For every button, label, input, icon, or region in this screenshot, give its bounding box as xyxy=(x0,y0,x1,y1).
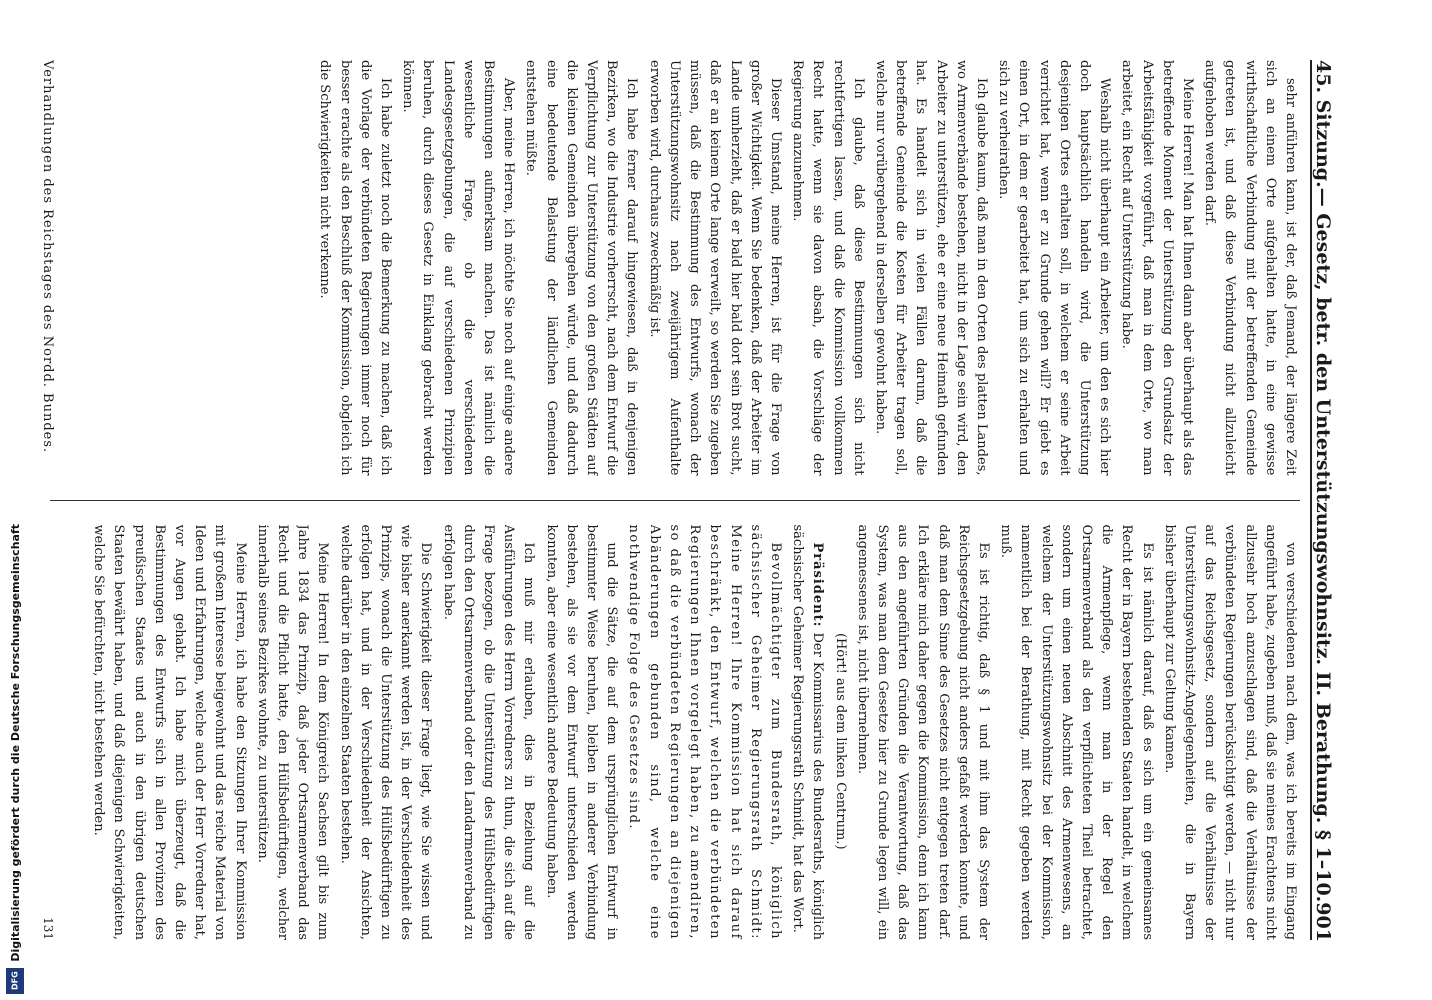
paragraph: sehr anführen kann, ist der, daß Jemand, der längere Zeit sich an einem Orte aufgehalten hatte, in eine gewisse wirthschaftliche Verbindung mit der betreffenden Gemeinde getreten ist, und daß diese Verbindung nicht allzuleicht aufgehoben werden darf. xyxy=(1202,60,1298,476)
column-right xyxy=(50,525,1300,941)
page-number: 901 xyxy=(1312,902,1334,942)
text-columns xyxy=(50,60,1300,940)
digitization-credit: Digitalisierung gefördert durch die Deutsche Forschungsgemeinschaft xyxy=(8,524,22,962)
paragraph: von verschiedenen nach dem, was ich bereits im Eingang angeführt habe, zugeben muß, daß sie meines Erachtens nicht allzusehr hoch anzuschlagen sind, daß die Verhältnisse der verbündeten Regierungen berücksichtigt werden, — nicht nur auf das Reichsgesetz, sondern auf die Verhältnisse der Unterstützungswohnsitz-Angelegenheiten, die in Bayern bisher überhaupt zur Geltung kamen. xyxy=(1161,524,1298,940)
paragraph: Ich glaube, daß diese Bestimmungen sich nicht rechtfertigen lassen, und daß die Kommission vollkommen Recht hatte, wenn sie davon absah, die Vorschläge der Regierung anzunehmen. xyxy=(790,60,866,476)
paragraph: Die Schwierigkeit dieser Frage liegt, wie Sie wissen und wie bisher anerkannt werden ist, in der Verschiedenheit des Prinzips, wonach die Unterstützung des Hülfsbedürftigen zu erfolgen hat, und in der Verschiedenheit der Ansichten, welche darüber in den einzelnen Staaten bestehen. xyxy=(337,524,434,940)
session-label: 45. Sitzung. xyxy=(1312,60,1334,188)
column-left xyxy=(50,60,1300,476)
publication-footer: Verhandlungen des Reichstages des Nordd. Bundes. xyxy=(40,60,55,454)
sheet-mark: 131 xyxy=(41,917,55,940)
commissioner-paragraph: Bevollmächtigter zum Bundesrath, königlich sächsischer Geheimer Regierungsrath Schmidt: Meine Herren! Ihre Kommission hat sich darauf beschränkt, den Entwurf, welchen die verbündeten Regierungen Ihnen vorgelegt haben, zu amendiren, so daß die verbündeten Regierungen an diejenigen Abänderungen gebunden sind, welche eine nothwendige Folge des Gesetzes sind. xyxy=(626,524,783,940)
president-paragraph xyxy=(787,525,827,941)
paragraph: Dieser Umstand, meine Herren, ist für die Frage von großer Wichtigkeit. Wenn Sie bedenken, daß der Arbeiter im Lande umherzieht, daß er bald hier bald dort sein Brot sucht, daß er an keinem Orte lange verweilt, so werden Sie zugeben müssen, daß die Bestimmung des Entwurfs, wonach der Unterstützungswohnsitz nach zweijährigem Aufenthalte erworben wird, durchaus zweckmäßig ist. xyxy=(646,60,783,476)
paragraph: Es ist nämlich darauf, daß es sich um ein gemeinsames Recht der in Bayern bestehenden Staaten handelt, in welchem die Armenpflege, wenn man in der Regel den Ortsarmenverband als den verpflichteten Theil betrachtet, sondern um einen neuen Abschnitt des Armenwesens, an welchem der Unterstützungswohnsitz bei der Kommission, namentlich bei der Berathung, mit Recht gegeben werden muß. xyxy=(998,524,1155,940)
paragraph: Meine Herren, ich habe den Sitzungen Ihrer Kommission mit großem Interesse beigewohnt und das reiche Material von Ideen und Erfahrungen, welche auch der Herr Vorredner hat, vor Augen gehabt. Ich habe mich überzeugt, daß die Bestimmungen des Entwurfs sich in allen Provinzen des preußischen Staates und auch in den übrigen deutschen Staaten bewährt haben, und daß diejenigen Schwierigkeiten, welche Sie befürchten, nicht bestehen werden. xyxy=(91,524,248,940)
speaker-text: Der Kommissarius des Bundesraths, königlich sächsischer Geheimer Regierungsrath Schmidt, hat das Wort. xyxy=(790,524,826,940)
paragraph: Ich habe zuletzt noch die Bemerkung zu machen, daß ich die Vorlage der verbündeten Regierungen immer noch für besser erachte als den Beschluß der Kommission, obgleich ich die Schwierigkeiten nicht verkenne. xyxy=(317,60,394,476)
paragraph: Ich muß mir erlauben, dies in Beziehung auf die Ausführungen des Herrn Vorredners zu thun, die sich auf die Frage bezogen, ob die Unterstützung des Hülfsbedürftigen durch den Ortsarmenverband oder den Landarmenverband zu erfolgen habe. xyxy=(440,524,537,940)
dfg-logo-icon: DFG xyxy=(6,968,24,994)
column-divider xyxy=(50,500,1300,501)
paragraph: Weshalb nicht überhaupt ein Arbeiter, um den es sich hier doch hauptsächlich handeln wird, die Unterstützung desjenigen Ortes erhalten soll, in welchem er seine Arbeit verrichtet hat, wenn er zu Grunde gehen will? Er giebt es einen Ort, in dem er gearbeitet hat, um sich zu erhalten und sich zu verheirathen. xyxy=(996,60,1113,476)
paragraph: und die Sätze, die auf dem ursprünglichen Entwurf in bestimmter Weise beruhen, bleiben in anderer Verbindung bestehen, als sie vor dem Entwurf unterschieden werden konnten, aber eine wesentlich andere Bedeutung haben. xyxy=(543,524,620,940)
page-header xyxy=(1310,60,1352,940)
paragraph: Es ist richtig, daß § 1 und mit ihm das System der Reichsgesetzgebung nicht anders gefaßt werden konnte, und daß man dem Sinne des Gesetzes nicht entgegen treten darf. Ich erkläre mich daher gegen die Kommission, denn ich kann aus den angeführten Gründen die Verantwortung, daß das System, was man dem Gesetze hier zu Grunde legen will, ein angemessenes ist, nicht übernehmen. xyxy=(854,524,991,940)
paragraph: Meine Herren! Man hat Ihnen dann aber überhaupt als das betreffende Moment der Unterstützung den Grundsatz der Arbeitsfähigkeit vorgeführt, daß man in dem Orte, wo man arbeitet, ein Recht auf Unterstützung habe. xyxy=(1119,60,1195,476)
paragraph: Ich glaube kaum, daß man in den Orten des platten Landes, wo Armenverbände bestehen, nicht in der Lage sein wird, den Arbeiter zu unterstützen, ehe er eine neue Heimath gefunden hat. Es handelt sich in vielen Fällen darum, daß die betreffende Gemeinde die Kosten für Arbeiter tragen soll, welche nur vorübergehend in derselben gewohnt haben. xyxy=(872,60,989,476)
page-title: — Gesetz, betr. den Unterstützungswohnsitz. II. Berathung. § 1–10. xyxy=(1312,187,1334,903)
speaker-label: Präsident: xyxy=(810,542,826,628)
paragraph: Ich habe ferner darauf hingewiesen, daß in denjenigen Bezirken, wo die Industrie vorherrscht, nach dem Entwurf die Verpflichtung zur Unterstützung von den großen Städten auf die kleinen Gemeinden übergehen würde, und daß dadurch eine bedeutende Belastung der ländlichen Gemeinden entstehen müßte. xyxy=(523,60,640,476)
paragraph: Aber, meine Herren, ich möchte Sie noch auf einige andere Bestimmungen aufmerksam machen. Das ist nämlich die wesentliche Frage, ob die verschiedenen Landesgesetzgebungen, die auf verschiedenen Prinzipien beruhen, durch dieses Gesetz in Einklang gebracht werden können. xyxy=(400,60,517,476)
paragraph: Meine Herren! In dem Königreich Sachsen gilt bis zum Jahre 1834 das Prinzip, daß jeder Ortsarmenverband das Recht und die Pflicht hatte, den Hülfsbedürftigen, welcher innerhalb seines Bezirkes wohnte, zu unterstützen. xyxy=(254,524,331,940)
interjection: (Hört! aus dem linken Centrum.) xyxy=(832,632,848,850)
digitization-strip xyxy=(0,0,30,1000)
